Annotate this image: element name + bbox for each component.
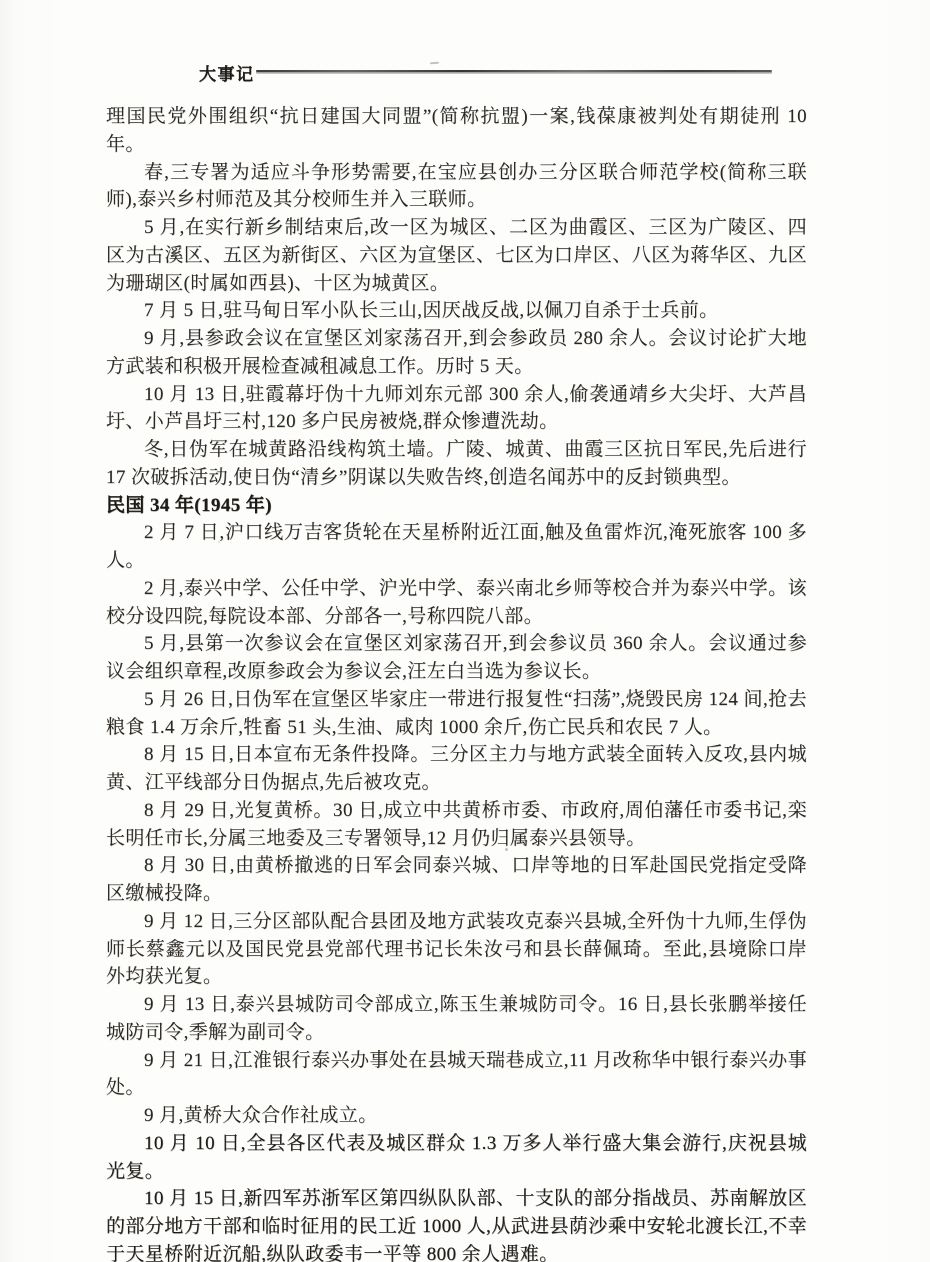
paragraph-may-26: 5 月 26 日,日伪军在宣堡区毕家庄一带进行报复性“扫荡”,烧毁民房 124 间,抢去粮食 1.4 万余斤,牲畜 51 头,生油、咸肉 1000 余斤,伤亡民兵和农民 7 人。 — [106, 688, 807, 738]
paragraph-october-13: 10 月 13 日,驻霞幕圩伪十九师刘东元部 300 余人,偷袭通靖乡大尖圩、大芦昌圩、小芦昌圩三村,120 多户民房被烧,群众惨遭洗劫。 — [106, 383, 807, 433]
paragraph-spring-1944: 春,三专署为适应斗争形势需要,在宝应县创办三分区联合师范学校(简称三联师),泰兴乡村师范及其分校师生并入三联师。 — [106, 161, 807, 211]
scan-speck — [338, 1239, 341, 1241]
paragraph-sep-coop: 9 月,黄桥大众合作社成立。 — [144, 1105, 378, 1126]
paragraph-oct-15: 10 月 15 日,新四军苏浙军区第四纵队队部、十支队的部分指战员、苏南解放区的部分地方干部和临时征用的民工近 1000 人,从武进县荫沙乘中安轮北渡长江,不幸于天星桥附近沉船,纵队政委韦一平等 800 余人遇难。 — [106, 1188, 807, 1262]
paragraph-may-districts: 5 月,在实行新乡制结束后,改一区为城区、二区为曲霞区、三区为广陵区、四区为古溪区、五区为新街区、六区为宣堡区、七区为口岸区、八区为蒋华区、九区为珊瑚区(时属如西县)、十区为城黄区。 — [106, 217, 807, 294]
scan-speck — [505, 848, 508, 851]
paragraph-feb-7: 2 月 7 日,沪口线万吉客货轮在天星桥附近江面,触及鱼雷炸沉,淹死旅客 100 多人。 — [106, 522, 807, 571]
paragraph-continuation: 理国民党外围组织“抗日建国大同盟”(简称抗盟)一案,钱葆康被判处有期徒刑 10 年。 — [106, 106, 807, 155]
paragraph-oct-10: 10 月 10 日,全县各区代表及城区群众 1.3 万多人举行盛大集会游行,庆祝县城光复。 — [106, 1132, 807, 1182]
paragraph-sep-12: 9 月 12 日,三分区部队配合县团及地方武装攻克泰兴县城,全歼伪十九师,生俘伪师长蔡鑫元以及国民党县党部代理书记长朱汝弓和县长薛佩琦。至此,县境除口岸外均获光复。 — [106, 910, 807, 988]
scan-speck — [757, 122, 759, 124]
scan-speck — [585, 300, 589, 302]
scan-speck — [296, 1062, 298, 1064]
paragraph-aug-29: 8 月 29 日,光复黄桥。30 日,成立中共黄桥市委、市政府,周伯藩任市委书记,栾长明任市长,分属三地委及三专署领导,12 月仍归属泰兴县领导。 — [106, 799, 807, 849]
paragraph-sep-13: 9 月 13 日,泰兴县城防司令部成立,陈玉生兼城防司令。16 日,县长张鹏举接任城防司令,季解为副司令。 — [106, 994, 807, 1043]
paragraph-september-council: 9 月,县参政会议在宣堡区刘家荡召开,到会参政员 280 余人。会议讨论扩大地方武装和积极开展检查减租减息工作。历时 5 天。 — [106, 328, 807, 377]
chronicle-text-block — [106, 103, 807, 1262]
running-header-title: 大事记 — [199, 65, 255, 84]
paragraph-july-5: 7 月 5 日,驻马甸日军小队长三山,因厌战反战,以佩刀自杀于士兵前。 — [144, 300, 719, 322]
paragraph-aug-15: 8 月 15 日,日本宣布无条件投降。三分区主力与地方武装全面转入反攻,县内城黄、江平线部分日伪据点,先后被攻克。 — [106, 744, 807, 793]
scan-speck — [218, 541, 220, 543]
paragraph-aug-30: 8 月 30 日,由黄桥撤逃的日军会同泰兴城、口岸等地的日军赴国民党指定受降区缴械投降。 — [106, 855, 807, 904]
scan-speck — [430, 62, 439, 65]
paragraph-sep-21: 9 月 21 日,江淮银行泰兴办事处在县城天瑞巷成立,11 月改称华中银行泰兴办事处。 — [106, 1049, 807, 1099]
paragraph-feb-schools: 2 月,泰兴中学、公任中学、沪光中学、泰兴南北乡师等校合并为泰兴中学。该校分设四院,每院设本部、分部各一,号称四院八部。 — [106, 577, 807, 627]
paragraph-winter: 冬,日伪军在城黄路沿线构筑土墙。广陵、城黄、曲霞三区抗日军民,先后进行 17 次破拆活动,使日伪“清乡”阴谋以失败告终,创造名闻苏中的反封锁典型。 — [106, 439, 807, 488]
header-rule-line — [256, 70, 772, 72]
paragraph-may-assembly: 5 月,县第一次参议会在宣堡区刘家荡召开,到会参议员 360 余人。会议通过参议会组织章程,改原参政会为参议会,汪左白当选为参议长。 — [106, 633, 807, 682]
year-heading-1945: 民国 34 年(1945 年) — [106, 494, 272, 516]
